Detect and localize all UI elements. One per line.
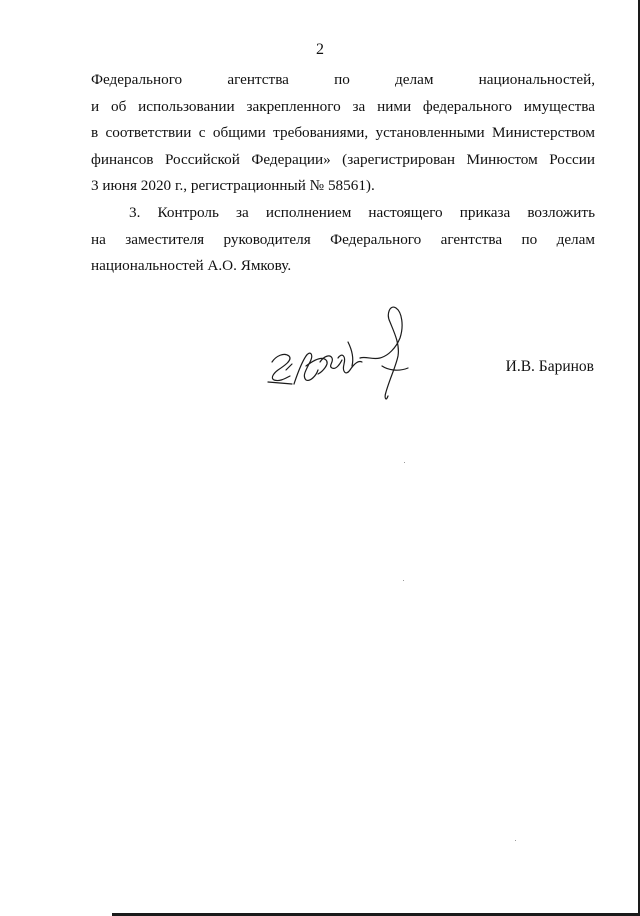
scan-speck xyxy=(403,580,404,581)
text-line: 3. Контроль за исполнением настоящего приказа возложить xyxy=(129,204,595,221)
paragraph-item-3 xyxy=(91,200,595,280)
text-line: национальностей А.О. Ямкову. xyxy=(91,257,292,274)
scan-speck xyxy=(515,840,516,841)
text-line: на заместителя руководителя Федерального агентства по делам xyxy=(91,230,595,248)
signer-name: И.В. Баринов xyxy=(505,358,594,375)
text-line: финансов Российской Федерации» (зарегистрирован Минюстом России xyxy=(91,150,595,168)
scan-speck xyxy=(404,462,405,463)
handwritten-signature xyxy=(262,300,422,405)
text-line: и об использовании закрепленного за ними федерального имущества xyxy=(91,97,595,115)
paragraph-continuation xyxy=(91,67,595,200)
text-line: Федерального агентства по делам национальностей, xyxy=(91,71,595,88)
page-number: 2 xyxy=(316,41,324,58)
text-line: в соответствии с общими требованиями, установленными Министерством xyxy=(91,124,595,141)
text-line: 3 июня 2020 г., регистрационный № 58561). xyxy=(91,177,375,194)
